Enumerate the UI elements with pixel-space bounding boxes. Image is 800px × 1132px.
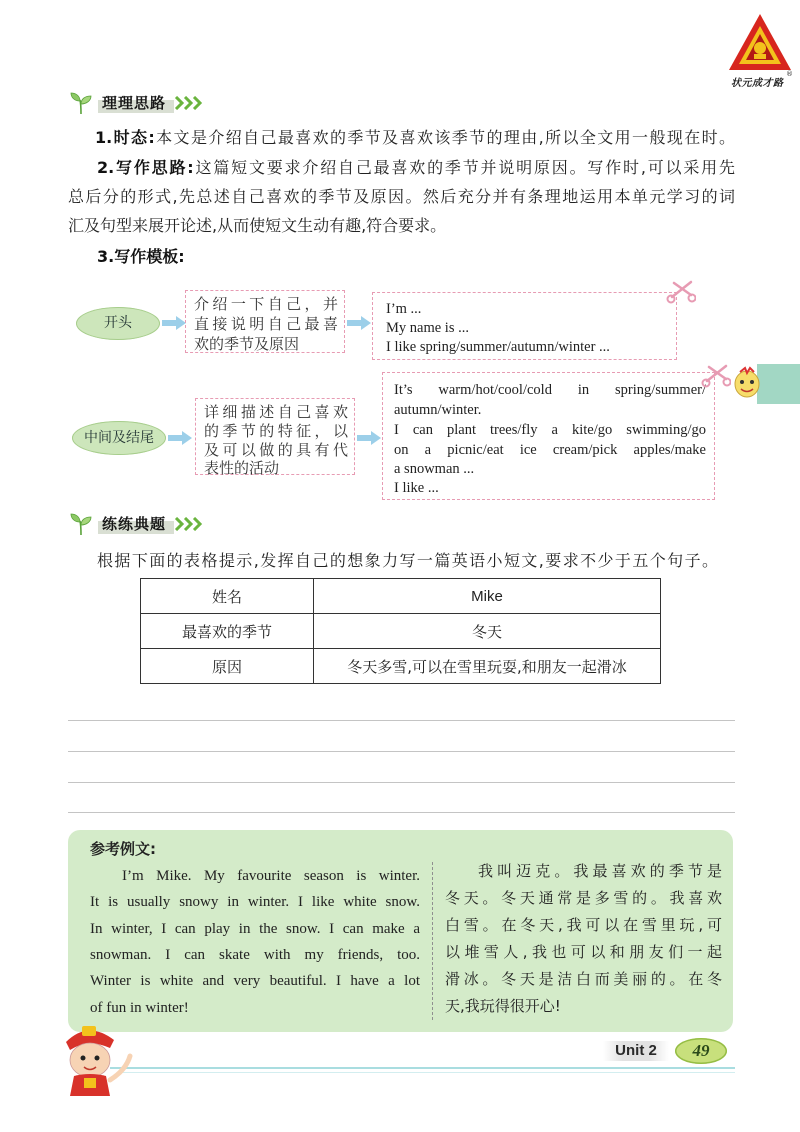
phrase-line: I can plant trees/fly a kite/go swimming/go	[394, 422, 706, 438]
phrase-box-body-ending	[382, 372, 715, 500]
cartoon-mascot-icon	[48, 1020, 138, 1100]
description-line: 详细描述自己喜欢	[204, 403, 348, 421]
description-box-body-ending	[195, 398, 355, 475]
section-title: 练练典题	[102, 515, 167, 533]
phrase-line: on a picnic/eat ice cream/pick apples/make	[394, 442, 706, 458]
table-cell: 冬天	[314, 614, 661, 649]
table-cell: 冬天多雪,可以在雪里玩耍,和朋友一起滑冰	[314, 649, 661, 684]
footer-rule	[110, 1067, 735, 1069]
page-edge-tab	[757, 364, 800, 404]
essay-chinese-line: 白雪。在冬天,我可以在雪里玩,可	[445, 916, 722, 934]
section-header-think	[68, 90, 218, 116]
stage-oval-opening: 开头	[76, 307, 160, 340]
phrase-line: autumn/winter.	[394, 402, 482, 418]
table-cell: 姓名	[141, 579, 314, 614]
column-divider	[432, 862, 433, 1020]
point-label: 2.写作思路:	[97, 158, 194, 177]
section-header-practice	[68, 511, 218, 537]
table-row	[141, 579, 661, 614]
unit-label: Unit 2	[603, 1041, 669, 1061]
description-line: 直接说明自己最喜	[194, 315, 338, 333]
description-line: 表性的活动	[204, 459, 280, 477]
brand-logo	[728, 12, 792, 74]
phrase-line: I like ...	[394, 480, 439, 496]
point-tense	[95, 127, 735, 149]
cartoon-face-icon	[732, 366, 762, 400]
point-text: 这篇短文要求介绍自己最喜欢的季节并说明原因。写作时,可以采用先	[193, 158, 735, 177]
table-cell: 最喜欢的季节	[141, 614, 314, 649]
writing-line	[68, 812, 735, 813]
writing-line	[68, 720, 735, 721]
footer-rule	[120, 1072, 735, 1073]
scissors-icon	[701, 362, 731, 388]
arrow-right-icon	[162, 316, 186, 330]
arrow-right-icon	[168, 431, 192, 445]
phrase-line: I’m ...	[386, 301, 422, 317]
description-line: 及可以做的具有代	[204, 441, 348, 459]
description-line: 欢的季节及原因	[194, 335, 300, 353]
arrow-right-icon	[347, 316, 371, 330]
point-approach-line: 总后分的形式,先总述自己喜欢的季节及原因。然后充分并有条理地运用本单元学习的词	[68, 187, 735, 206]
essay-english-line: It is usually snowy in winter. I like white snow.	[90, 894, 420, 910]
essay-chinese-line: 天,我玩得很开心!	[445, 997, 561, 1015]
point-label: 1.时态:	[95, 128, 155, 147]
point-template	[97, 246, 397, 268]
description-line: 的季节的特征，以	[204, 422, 348, 440]
exercise-instruction: 根据下面的表格提示,发挥自己的想象力写一篇英语小短文,要求不少于五个句子。	[97, 551, 718, 570]
registered-mark: ®	[786, 70, 793, 78]
sprout-leaf-icon	[68, 90, 94, 116]
table-row	[141, 614, 661, 649]
table-cell: Mike	[314, 579, 661, 614]
writing-line	[68, 751, 735, 752]
essay-english-line: snowman. I can skate with my friends, too.	[90, 947, 420, 963]
prompt-table	[140, 578, 661, 684]
phrase-line: It’s warm/hot/cool/cold in spring/summer/	[394, 382, 706, 398]
essay-english-line: Winter is white and very beautiful. I have a lot	[90, 973, 420, 989]
scissors-icon	[666, 278, 696, 304]
arrow-right-icon	[357, 431, 381, 445]
phrase-line: I like spring/summer/autumn/winter ...	[386, 339, 610, 355]
writing-line	[68, 782, 735, 783]
sprout-leaf-icon	[68, 511, 94, 537]
table-row	[141, 649, 661, 684]
point-approach-line	[97, 157, 735, 179]
essay-english-line: I’m Mike. My favourite season is winter.	[122, 868, 420, 884]
section-title: 理理思路	[102, 94, 167, 112]
triangle-logo-icon	[728, 12, 792, 74]
table-cell: 原因	[141, 649, 314, 684]
description-line: 介绍一下自己，并	[194, 295, 338, 313]
description-box-opening	[185, 290, 345, 353]
point-approach-line: 汇及句型来展开论述,从而使短文生动有趣,符合要求。	[68, 216, 447, 235]
phrase-line: a snowman ...	[394, 461, 475, 477]
stage-oval-body-ending: 中间及结尾	[72, 421, 166, 455]
phrase-box-opening	[372, 292, 677, 360]
essay-chinese-line: 以堆雪人,我也可以和朋友们一起	[445, 943, 722, 961]
point-text: 本文是介绍自己最喜欢的季节及喜欢该季节的理由,所以全文用一般现在时。	[154, 128, 735, 147]
model-essay-title: 参考例文:	[90, 840, 156, 858]
point-label: 3.写作模板:	[97, 247, 185, 266]
essay-chinese-line: 我叫迈克。我最喜欢的季节是	[478, 862, 722, 880]
double-chevron-right-icon	[174, 96, 204, 110]
phrase-line: My name is ...	[386, 320, 469, 336]
essay-chinese-line: 滑冰。冬天是洁白而美丽的。在冬	[445, 970, 722, 988]
brand-logo-text: 状元成才路	[731, 78, 784, 89]
essay-chinese-line: 冬天。冬天通常是多雪的。我喜欢	[445, 889, 722, 907]
page-number: 49	[675, 1038, 727, 1064]
essay-english-line: In winter, I can play in the snow. I can make a	[90, 921, 420, 937]
essay-english-line: of fun in winter!	[90, 1000, 189, 1016]
double-chevron-right-icon	[174, 517, 204, 531]
